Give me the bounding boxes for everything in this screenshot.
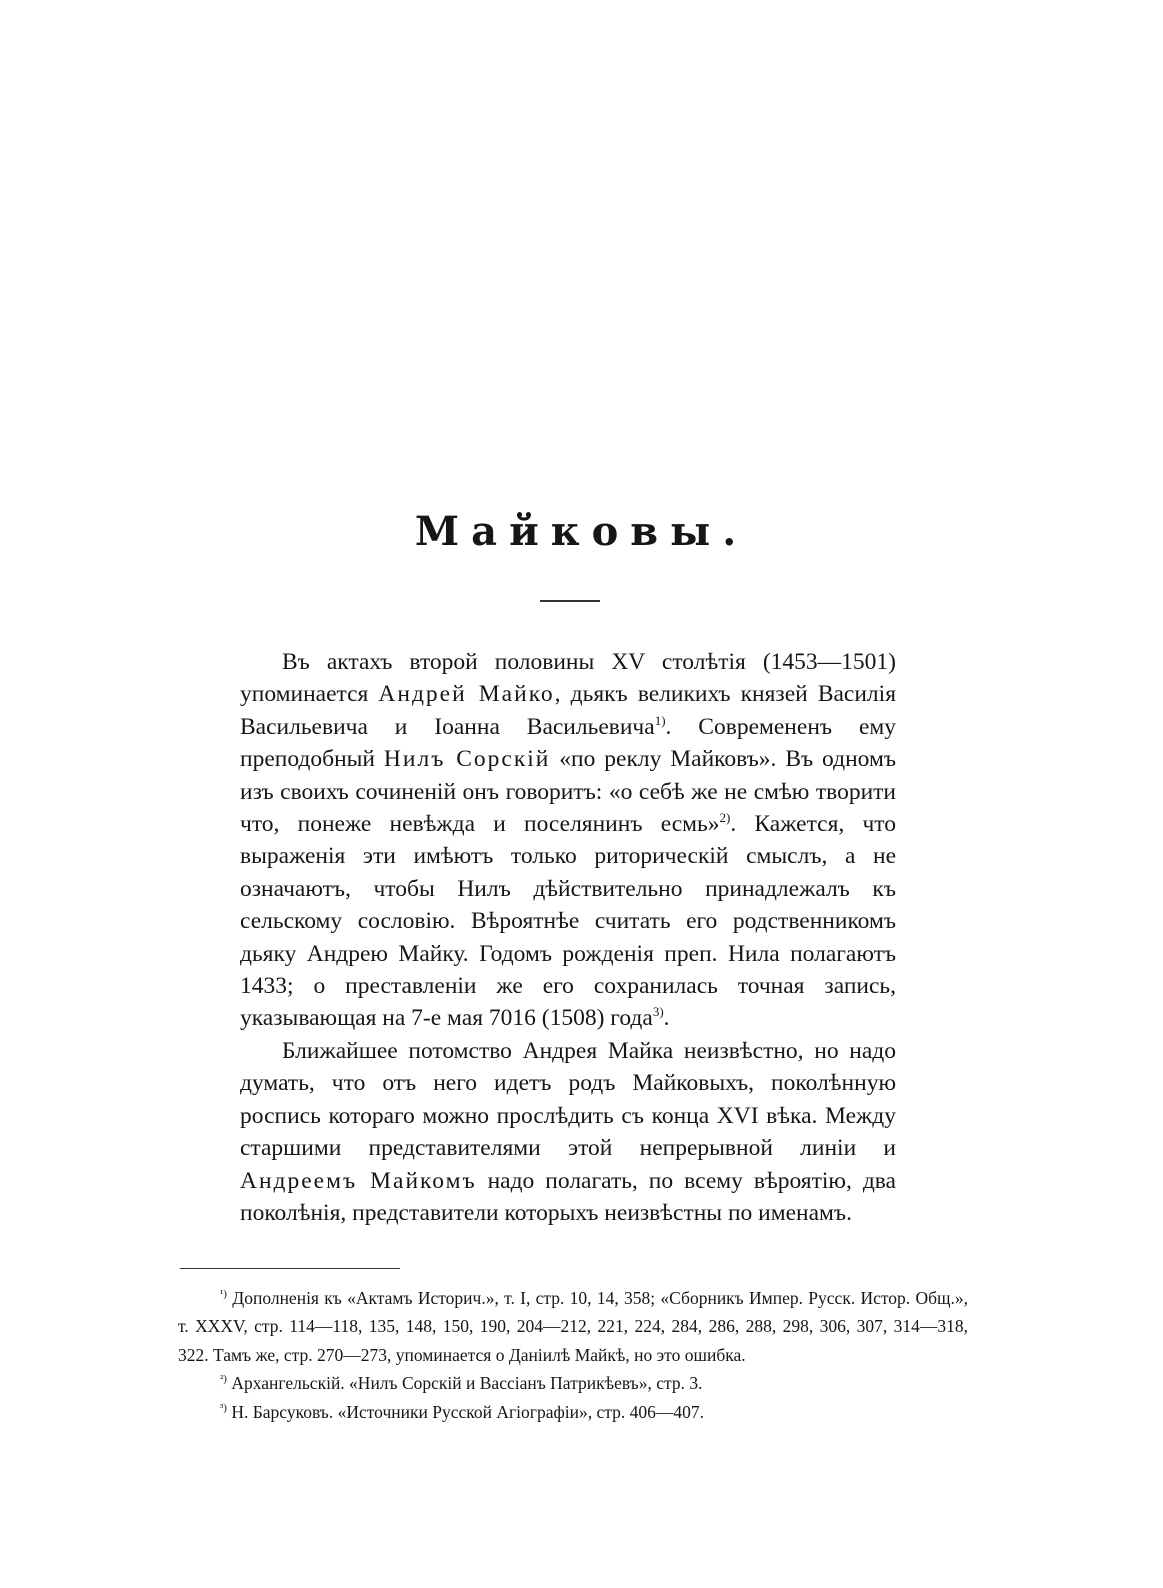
- text-segment: , дьякъ великихъ князей Василія Васильевича и Іоанна Васильевича: [240, 681, 896, 740]
- text-segment: . Кажется, что выраженія эти имѣютъ только риторическій смыслъ, а не означаютъ, чтобы Нилъ дѣйствительно принадлежалъ къ сельскому сословію. Вѣроятнѣе считать его родственникомъ дьяку Андрею Майку. Годомъ рожденія преп. Нила полагаютъ 1433; о преставленіи же его сохранилась точная запись, указывающая на 7-е мая 7016 (1508) года: [240, 811, 896, 1032]
- footnote-reference: 1): [654, 712, 666, 728]
- footnote-mark: ¹): [220, 1288, 227, 1301]
- footnote-reference: 2): [719, 810, 731, 826]
- footnote-reference: 3): [652, 1004, 664, 1020]
- footnote-text: Н. Барсуковъ. «Источники Русской Агіографіи», стр. 406—407.: [231, 1401, 705, 1422]
- text-segment: . Современенъ ему преподобный: [240, 713, 896, 773]
- footnote-divider: [180, 1268, 400, 1269]
- text-segment: Въ актахъ второй половины XV столѣтія (1453—1501) упоминается: [240, 649, 896, 708]
- page-title: Майковы.: [414, 508, 749, 555]
- text-segment: надо полагать, по всему вѣроятію, два поколѣнія, представители которыхъ неизвѣстны по именамъ.: [240, 1167, 896, 1226]
- footnote-mark: ³): [220, 1401, 227, 1414]
- footnote-mark: ²): [220, 1373, 227, 1386]
- footnote: [178, 1284, 968, 1369]
- body-text: [240, 646, 896, 1229]
- title-divider: [540, 600, 600, 602]
- spaced-name: Андреемъ Майкомъ: [240, 1167, 477, 1194]
- spaced-name: Андрей Майко: [378, 681, 555, 708]
- footnotes: [178, 1284, 968, 1426]
- footnote-text: Дополненія къ «Актамъ Историч.», т. I, стр. 10, 14, 358; «Сборникъ Импер. Русск. Истор. Общ.», т. XXXV, стр. 114—118, 135, 148, 150, 190, 204—212, 221, 224, 284, 286, 288, 298, 306, 307, 314—318, 322. Тамъ же, стр. 270—273, упоминается о Даніилѣ Майкѣ, но это ошибка.: [178, 1288, 968, 1365]
- text-segment: «по реклу Майковъ». Въ одномъ изъ своихъ сочиненій онъ говоритъ: «о себѣ же не смѣю творити что, понеже невѣжда и поселянинъ есмь»: [240, 746, 896, 838]
- text-segment: Ближайшее потомство Андрея Майка неизвѣстно, но надо думать, что отъ него идетъ родъ Майковыхъ, поколѣнную роспись котораго можно прослѣдить съ конца XVI вѣка. Между старшими представителями этой непрерывной линіи и: [240, 1037, 896, 1162]
- body-paragraph: [240, 646, 896, 1035]
- footnote-text: Архангельскій. «Нилъ Сорскій и Вассіанъ Патрикѣевъ», стр. 3.: [231, 1373, 703, 1394]
- footnote: [178, 1398, 968, 1426]
- text-segment: .: [663, 1005, 670, 1032]
- footnote: [178, 1369, 968, 1397]
- spaced-name: Нилъ Сорскій: [383, 746, 551, 773]
- body-paragraph: [240, 1035, 896, 1229]
